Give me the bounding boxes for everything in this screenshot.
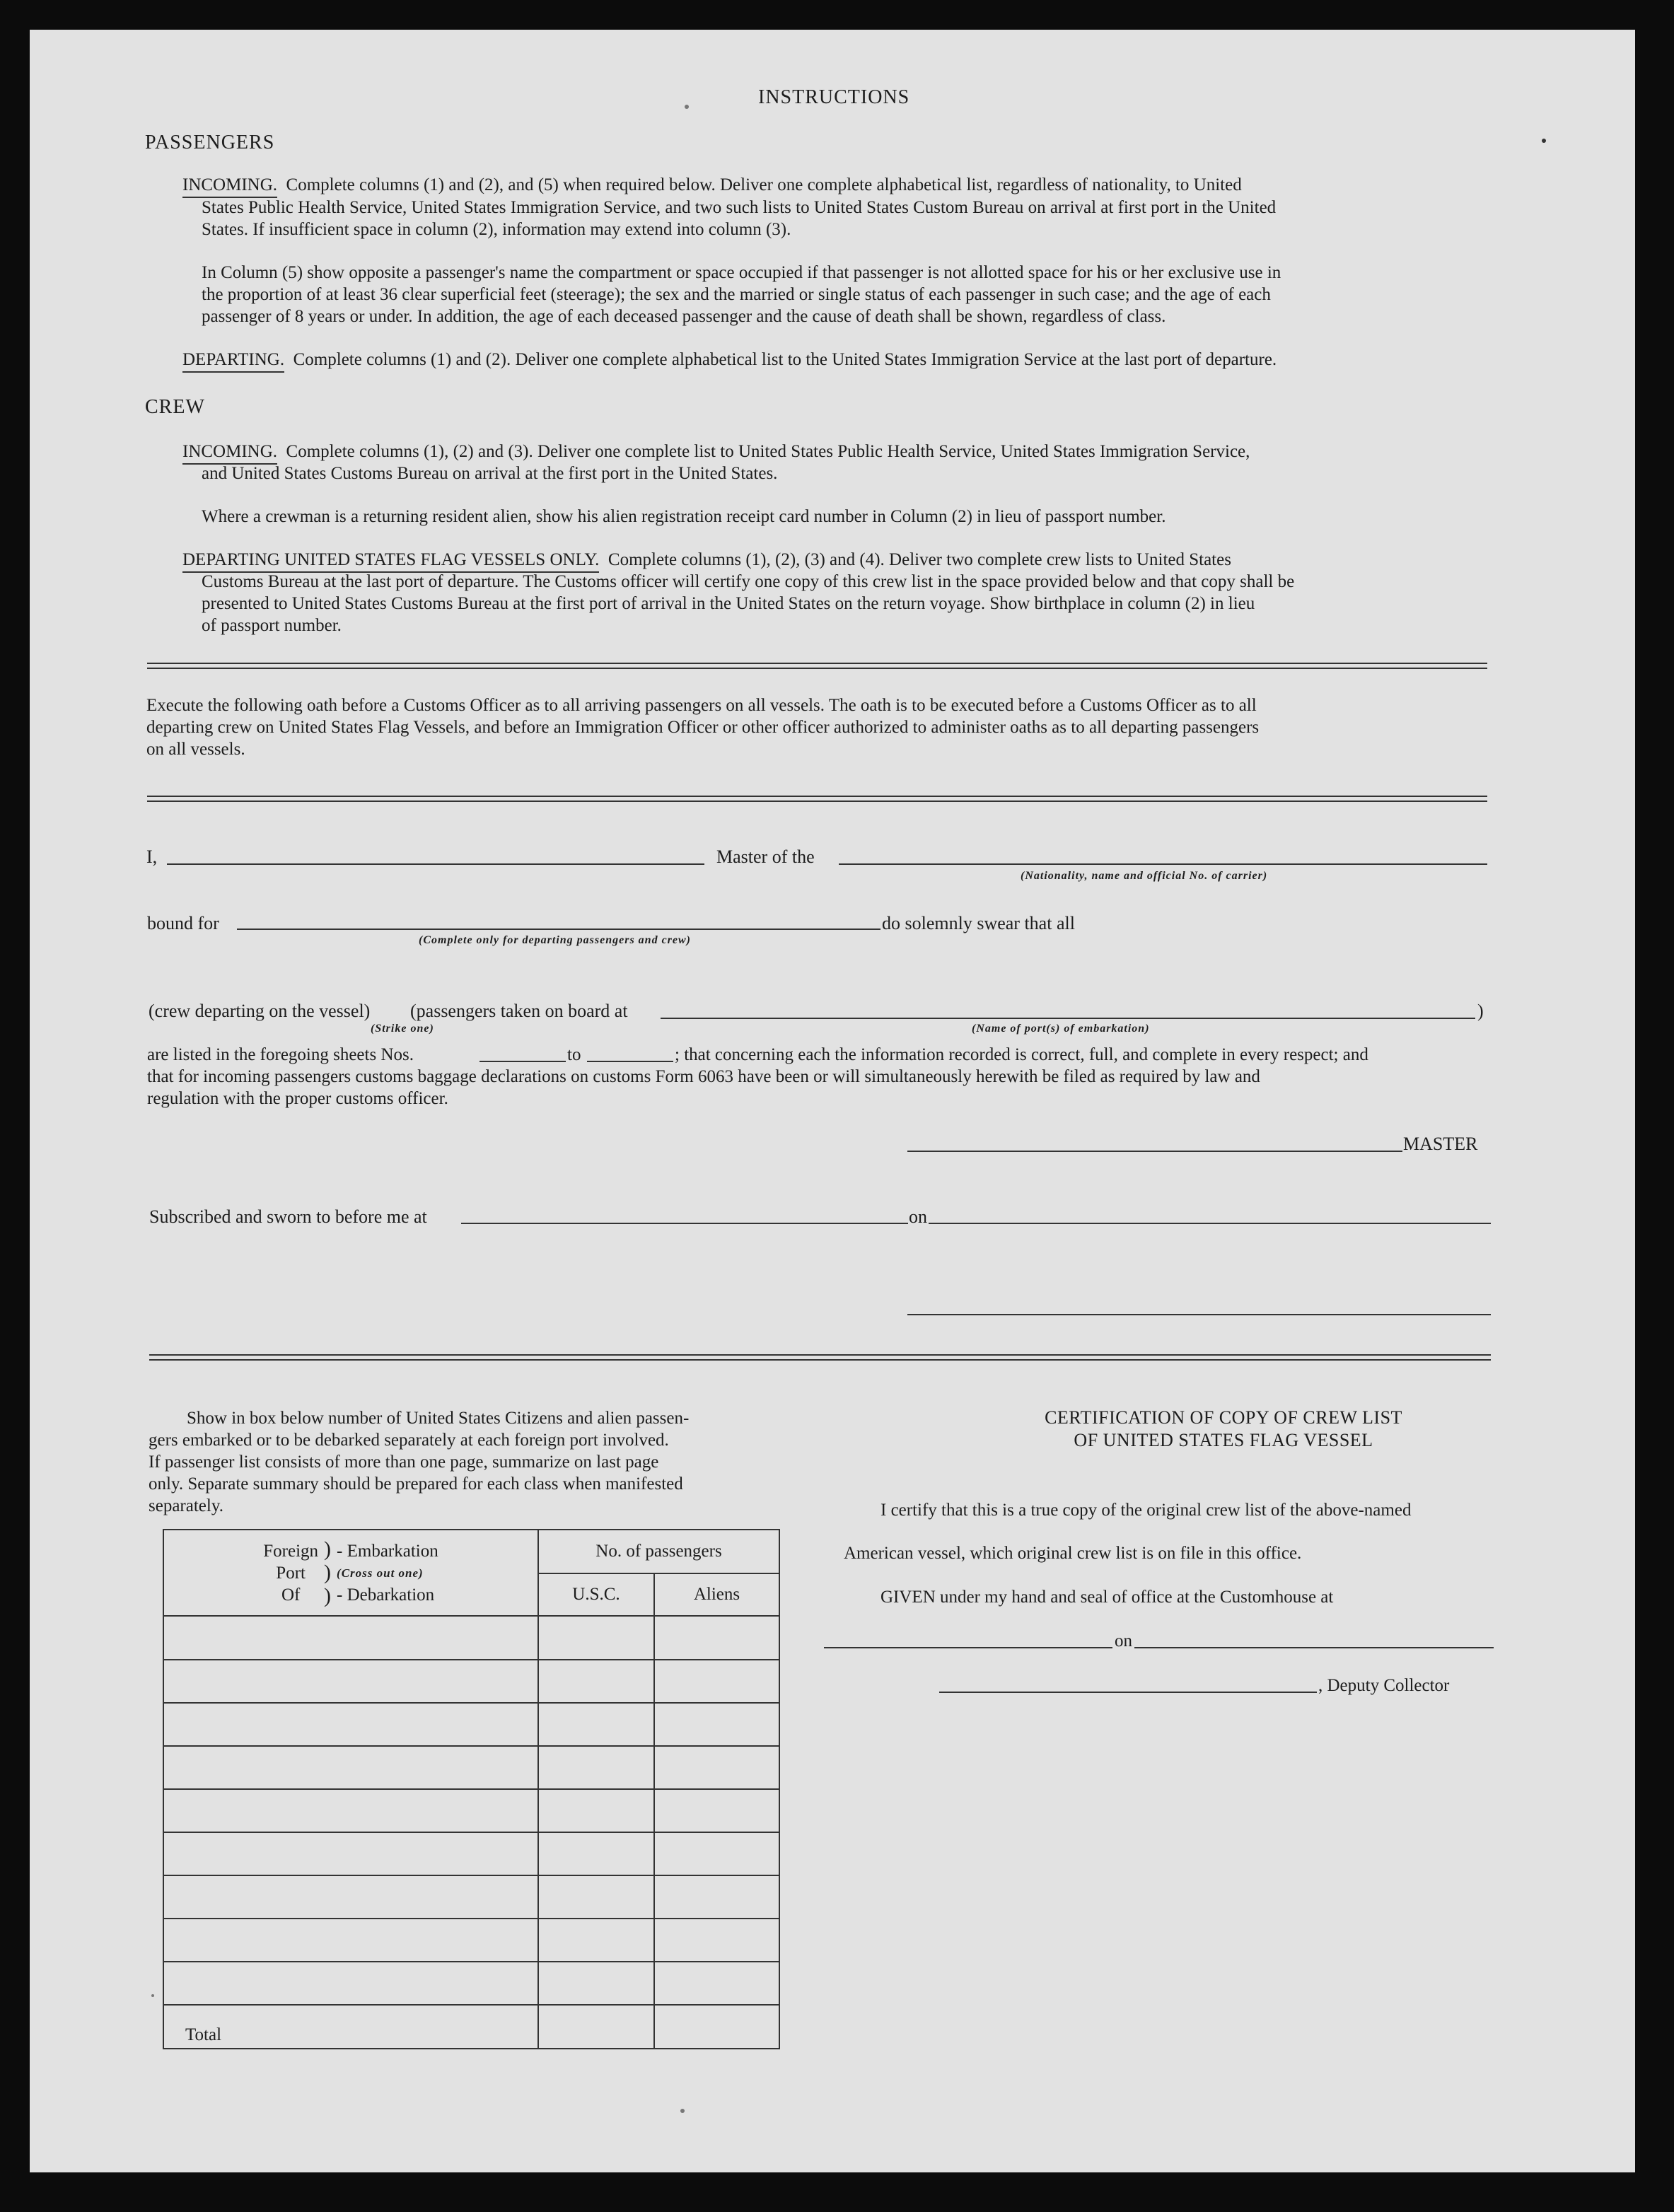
crew-heading: CREW xyxy=(145,396,205,418)
aliens-cell[interactable] xyxy=(654,1962,779,2005)
port-cell[interactable] xyxy=(163,1789,538,1832)
passengers-heading: PASSENGERS xyxy=(145,132,275,153)
passengers-departing-text: Complete columns (1) and (2). Deliver one complete alphabetical list to the United States Immigration Service at the last port of departure. xyxy=(293,350,1277,369)
table-row xyxy=(163,1919,779,1962)
table-row xyxy=(163,1660,779,1703)
port-cell[interactable] xyxy=(163,1832,538,1875)
summary-instr-line2: gers embarked or to be debarked separately at each foreign port involved. xyxy=(149,1431,669,1450)
close-paren: ) xyxy=(1477,1001,1484,1021)
port-cell[interactable] xyxy=(163,1746,538,1789)
table-row xyxy=(163,1746,779,1789)
crew-departing-line1: Complete columns (1), (2), (3) and (4). Deliver two complete crew lists to United States xyxy=(608,550,1231,569)
aliens-header: Aliens xyxy=(654,1573,779,1616)
section-divider xyxy=(147,663,1487,669)
column5-line3: passenger of 8 years or under. In addition, the age of each deceased passenger and the cause of death shall be shown, regardless of class. xyxy=(202,307,1166,326)
carrier-field[interactable] xyxy=(839,863,1487,865)
aliens-cell[interactable] xyxy=(654,1919,779,1962)
subscribed-text: Subscribed and sworn to before me at xyxy=(149,1206,427,1227)
swear-text: do solemnly swear that all xyxy=(882,913,1075,933)
passengers-departing-label: DEPARTING. xyxy=(182,349,284,373)
passengers-incoming-section xyxy=(182,174,1487,198)
table-row xyxy=(163,1875,779,1919)
usc-header: U.S.C. xyxy=(538,1573,654,1616)
aliens-cell[interactable] xyxy=(654,1660,779,1703)
column5-line2: the proportion of at least 36 clear superficial feet (steerage); the sex and the married or single status of each passenger in such case; and the age of each xyxy=(202,285,1271,304)
bound-for-label: bound for xyxy=(147,913,219,933)
master-signature-field[interactable] xyxy=(907,1151,1402,1152)
crew-departing-line4: of passport number. xyxy=(202,616,342,635)
passengers-taken-option[interactable]: (passengers taken on board at xyxy=(410,1001,628,1021)
sheet-from-field[interactable] xyxy=(479,1061,566,1062)
oath-instructions-line3: on all vessels. xyxy=(146,740,245,759)
passengers-incoming-line1: Complete columns (1) and (2), and (5) when required below. Deliver one complete alphabetical list, regardless of nationality, to United xyxy=(286,175,1242,194)
master-label: MASTER xyxy=(1403,1134,1478,1154)
passengers-incoming-line2: States Public Health Service, United States Immigration Service, and two such lists to United States Custom Bureau on arrival at first port in the United xyxy=(202,198,1277,217)
crew-incoming-line1: Complete columns (1), (2) and (3). Deliver one complete list to United States Public Health Service, United States Immigration Service, xyxy=(286,442,1250,461)
usc-cell[interactable] xyxy=(538,1746,654,1789)
table-row xyxy=(163,1832,779,1875)
table-row xyxy=(163,1616,779,1660)
aliens-cell[interactable] xyxy=(654,1616,779,1660)
usc-cell[interactable] xyxy=(538,1832,654,1875)
aliens-cell[interactable] xyxy=(654,1789,779,1832)
port-cell[interactable] xyxy=(163,1875,538,1919)
sworn-place-field[interactable] xyxy=(461,1223,908,1224)
no-of-passengers-header: No. of passengers xyxy=(538,1530,779,1573)
column5-line1: In Column (5) show opposite a passenger's name the compartment or space occupied if that passenger is not allotted space for his or her exclusive use in xyxy=(202,263,1281,282)
port-cell[interactable] xyxy=(163,1962,538,2005)
embarkation-option[interactable]: - Embarkation xyxy=(337,1541,438,1561)
aliens-cell[interactable] xyxy=(654,1746,779,1789)
port-cell[interactable] xyxy=(163,1660,538,1703)
crew-incoming-line2: and United States Customs Bureau on arrival at the first port in the United States. xyxy=(202,464,778,483)
oath-line3: regulation with the proper customs officer. xyxy=(147,1089,448,1108)
aliens-cell[interactable] xyxy=(654,1703,779,1746)
table-row xyxy=(163,1962,779,2005)
crew-departing-label: DEPARTING UNITED STATES FLAG VESSELS ONLY. xyxy=(182,549,599,573)
usc-cell[interactable] xyxy=(538,1616,654,1660)
crew-departing-line2: Customs Bureau at the last port of departure. The Customs officer will certify one copy of this crew list in the space provided below and that copy shall be xyxy=(202,572,1295,591)
table-row xyxy=(163,1703,779,1746)
total-label: Total xyxy=(163,2005,538,2049)
oath-instructions-line1: Execute the following oath before a Customs Officer as to all arriving passengers on all vessels. The oath is to be executed before a Customs Officer as to all xyxy=(146,696,1257,715)
usc-cell[interactable] xyxy=(538,1875,654,1919)
cross-out-caption: (Cross out one) xyxy=(337,1566,424,1580)
scan-speck xyxy=(151,1994,154,1997)
table-row xyxy=(163,1789,779,1832)
aliens-cell[interactable] xyxy=(654,1832,779,1875)
oath-line2: that for incoming passengers customs baggage declarations on customs Form 6063 have been or will simultaneously herewith be filed as required by law and xyxy=(147,1067,1260,1086)
aliens-cell[interactable] xyxy=(654,1875,779,1919)
usc-cell[interactable] xyxy=(538,1789,654,1832)
usc-cell[interactable] xyxy=(538,1660,654,1703)
page-title: INSTRUCTIONS xyxy=(758,86,910,108)
given-text: GIVEN under my hand and seal of office at the Customhouse at xyxy=(880,1588,1334,1607)
crew-incoming-label: INCOMING. xyxy=(182,441,277,465)
carrier-caption: (Nationality, name and official No. of carrier) xyxy=(1021,870,1268,882)
foreign-port-header: Foreign Port Of ) ) ) - Embarkation (Cross out one) - Debarkation xyxy=(163,1530,538,1616)
usc-cell[interactable] xyxy=(538,1919,654,1962)
certification-title-line1: CERTIFICATION OF COPY OF CREW LIST xyxy=(1045,1407,1402,1428)
summary-instr-line3: If passenger list consists of more than one page, summarize on last page xyxy=(149,1453,659,1472)
port-label: Port xyxy=(276,1563,306,1583)
certify-line1: I certify that this is a true copy of the original crew list of the above-named xyxy=(880,1501,1412,1520)
crew-departing-line3: presented to United States Customs Bureau at the first port of arrival in the United States on the return voyage. Show birthplace in column (2) in lieu xyxy=(202,594,1255,613)
scan-speck xyxy=(680,2109,685,2113)
summary-instr-line1: Show in box below number of United States Citizens and alien passen- xyxy=(187,1409,690,1428)
passenger-summary-table xyxy=(163,1529,780,2049)
crew-incoming-section xyxy=(182,441,1250,465)
certify-line2: American vessel, which original crew list is on file in this office. xyxy=(844,1544,1302,1563)
usc-cell[interactable] xyxy=(538,1703,654,1746)
sworn-on-label: on xyxy=(909,1206,927,1227)
listed-suffix: ; that concerning each the information recorded is correct, full, and complete in every respect; and xyxy=(675,1045,1368,1064)
usc-total-cell[interactable] xyxy=(538,2005,654,2049)
section-divider xyxy=(149,1354,1491,1361)
usc-cell[interactable] xyxy=(538,1962,654,2005)
customhouse-field[interactable] xyxy=(824,1647,1112,1648)
deputy-collector-signature-field[interactable] xyxy=(939,1692,1317,1693)
bound-for-field[interactable] xyxy=(237,929,880,930)
oath-i-label: I, xyxy=(146,846,158,867)
listed-to: to xyxy=(567,1045,581,1064)
embarkation-port-field[interactable] xyxy=(661,1018,1475,1019)
certification-date-field[interactable] xyxy=(1134,1647,1494,1648)
port-cell[interactable] xyxy=(163,1919,538,1962)
foreign-label: Foreign xyxy=(263,1541,319,1561)
of-label: Of xyxy=(281,1585,301,1605)
port-caption: (Name of port(s) of embarkation) xyxy=(972,1023,1150,1035)
crew-departing-section xyxy=(182,549,1231,573)
sheet-to-field[interactable] xyxy=(587,1061,673,1062)
crew-departing-option[interactable]: (crew departing on the vessel) xyxy=(149,1001,371,1021)
debarkation-option[interactable]: - Debarkation xyxy=(337,1585,435,1605)
crew-resident-text: Where a crewman is a returning resident alien, show his alien registration receipt card number in Column (2) in lieu of passport number. xyxy=(202,507,1166,526)
bound-caption: (Complete only for departing passengers and crew) xyxy=(419,934,691,946)
port-cell[interactable] xyxy=(163,1703,538,1746)
summary-instr-line5: separately. xyxy=(149,1496,223,1515)
oath-instructions-line2: departing crew on United States Flag Vessels, and before an Immigration Officer or other officer authorized to administer oaths as to all departing passengers xyxy=(146,718,1260,737)
sworn-date-field[interactable] xyxy=(929,1223,1491,1224)
port-cell[interactable] xyxy=(163,1616,538,1660)
passengers-incoming-label: INCOMING. xyxy=(182,174,277,198)
officer-signature-field[interactable] xyxy=(907,1314,1491,1315)
listed-prefix: are listed in the foregoing sheets Nos. xyxy=(147,1045,414,1064)
passengers-departing-section xyxy=(182,349,1277,373)
master-name-field[interactable] xyxy=(167,863,704,865)
strike-caption: (Strike one) xyxy=(371,1023,434,1035)
scan-speck xyxy=(685,105,689,109)
passengers-incoming-line3: States. If insufficient space in column (2), information may extend into column (3). xyxy=(202,220,791,239)
scan-speck xyxy=(1542,139,1546,143)
aliens-total-cell[interactable] xyxy=(654,2005,779,2049)
certification-on-label: on xyxy=(1115,1631,1132,1651)
summary-instr-line4: only. Separate summary should be prepared for each class when manifested xyxy=(149,1474,683,1494)
section-divider xyxy=(147,796,1487,802)
deputy-collector-label: , Deputy Collector xyxy=(1318,1676,1450,1695)
master-of-the-label: Master of the xyxy=(716,846,815,867)
total-row xyxy=(163,2005,779,2049)
certification-title-line2: OF UNITED STATES FLAG VESSEL xyxy=(1074,1430,1373,1450)
